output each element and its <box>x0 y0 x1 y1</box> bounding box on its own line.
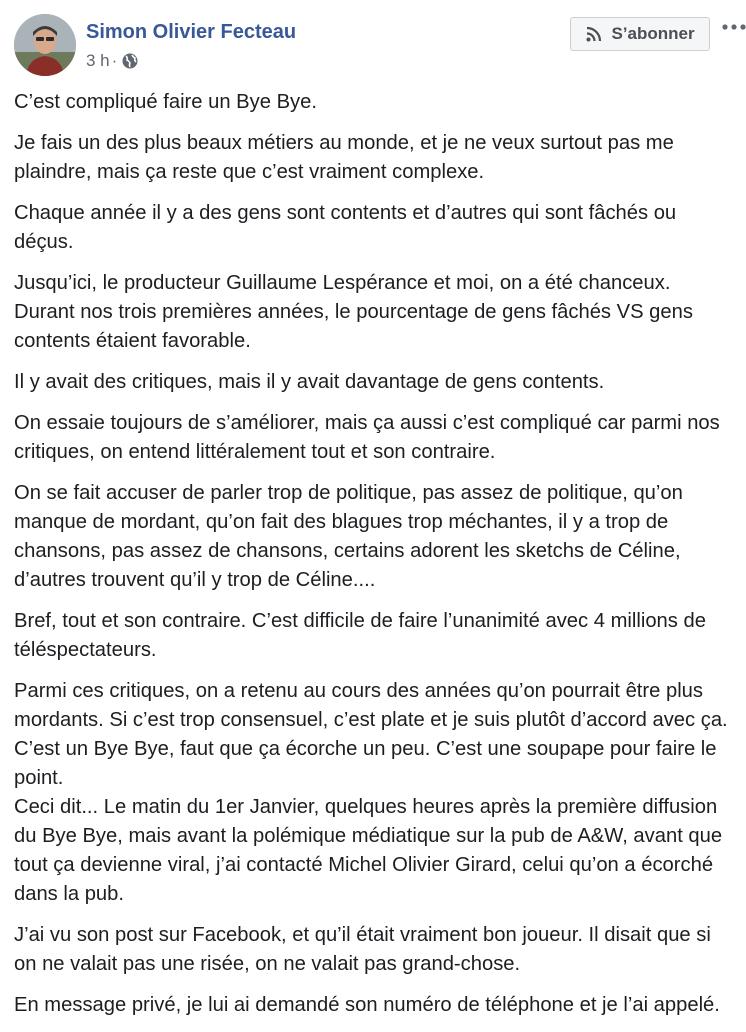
post-meta <box>86 51 139 71</box>
post-header <box>14 14 746 78</box>
post-body <box>14 88 734 1032</box>
post-paragraph: Chaque année il y a des gens sont contents et d’autres qui sont fâchés ou déçus. <box>14 202 677 253</box>
post-paragraph: C’est compliqué faire un Bye Bye. <box>14 91 317 113</box>
meta-separator: · <box>111 51 118 70</box>
post-paragraph: Je fais un des plus beaux métiers au monde, et je ne veux surtout pas me plaindre, mais ça reste que c’est vraiment complexe. <box>14 132 674 183</box>
post-paragraph: J’ai vu son post sur Facebook, et qu’il était vraiment bon joueur. Il disait que si on ne valait pas une risée, on ne valait pas grand-chose. <box>14 924 711 975</box>
post-paragraph: On essaie toujours de s’améliorer, mais ça aussi c’est compliqué car parmi nos critiques, on entend littéralement tout et son contraire. <box>14 412 720 463</box>
subscribe-label: S’abonner <box>611 24 695 43</box>
post-paragraph: Parmi ces critiques, on a retenu au cours des années qu’on pourrait être plus mordants. Si c’est trop consensuel, c’est plate et je suis plutôt d’accord avec ça. C’est un Bye Bye, faut que ça écorche un peu. C’est une soupape pour faire le point. Ceci dit... Le matin du 1er Janvier, quelques heures après la première diffusion du Bye Bye, mais avant la polémique médiatique sur la pub de A&W, avant que tout ça devienne viral, j’ai contacté Michel Olivier Girard, celui qu’on a écorché dans la pub. <box>14 680 728 905</box>
more-icon[interactable] <box>720 17 746 37</box>
post-paragraph: Jusqu’ici, le producteur Guillaume Lespérance et moi, on a été chanceux. Durant nos trois premières années, le pourcentage de gens fâchés VS gens contents étaient favorable. <box>14 272 693 352</box>
post-timestamp[interactable]: 3 h <box>86 51 110 70</box>
post-paragraph: Il y avait des critiques, mais il y avait davantage de gens contents. <box>14 371 605 393</box>
rss-icon <box>585 25 603 43</box>
subscribe-button[interactable] <box>570 17 710 51</box>
globe-icon[interactable] <box>121 52 139 70</box>
avatar[interactable] <box>14 14 76 76</box>
post-paragraph: En message privé, je lui ai demandé son numéro de téléphone et je l’ai appelé. <box>14 994 720 1016</box>
author-name-link[interactable]: Simon Olivier Fecteau <box>86 21 297 43</box>
avatar-photo-icon <box>14 14 76 76</box>
post-paragraph: On se fait accuser de parler trop de politique, pas assez de politique, qu’on manque de mordant, qu’on fait des blagues trop méchantes, il y a trop de chansons, pas assez de chansons, certains adorent les sketchs de Céline, d’autres trouvent qu’il y trop de Céline.... <box>14 482 683 591</box>
post-paragraph: Bref, tout et son contraire. C’est difficile de faire l’unanimité avec 4 millions de téléspectateurs. <box>14 610 706 661</box>
